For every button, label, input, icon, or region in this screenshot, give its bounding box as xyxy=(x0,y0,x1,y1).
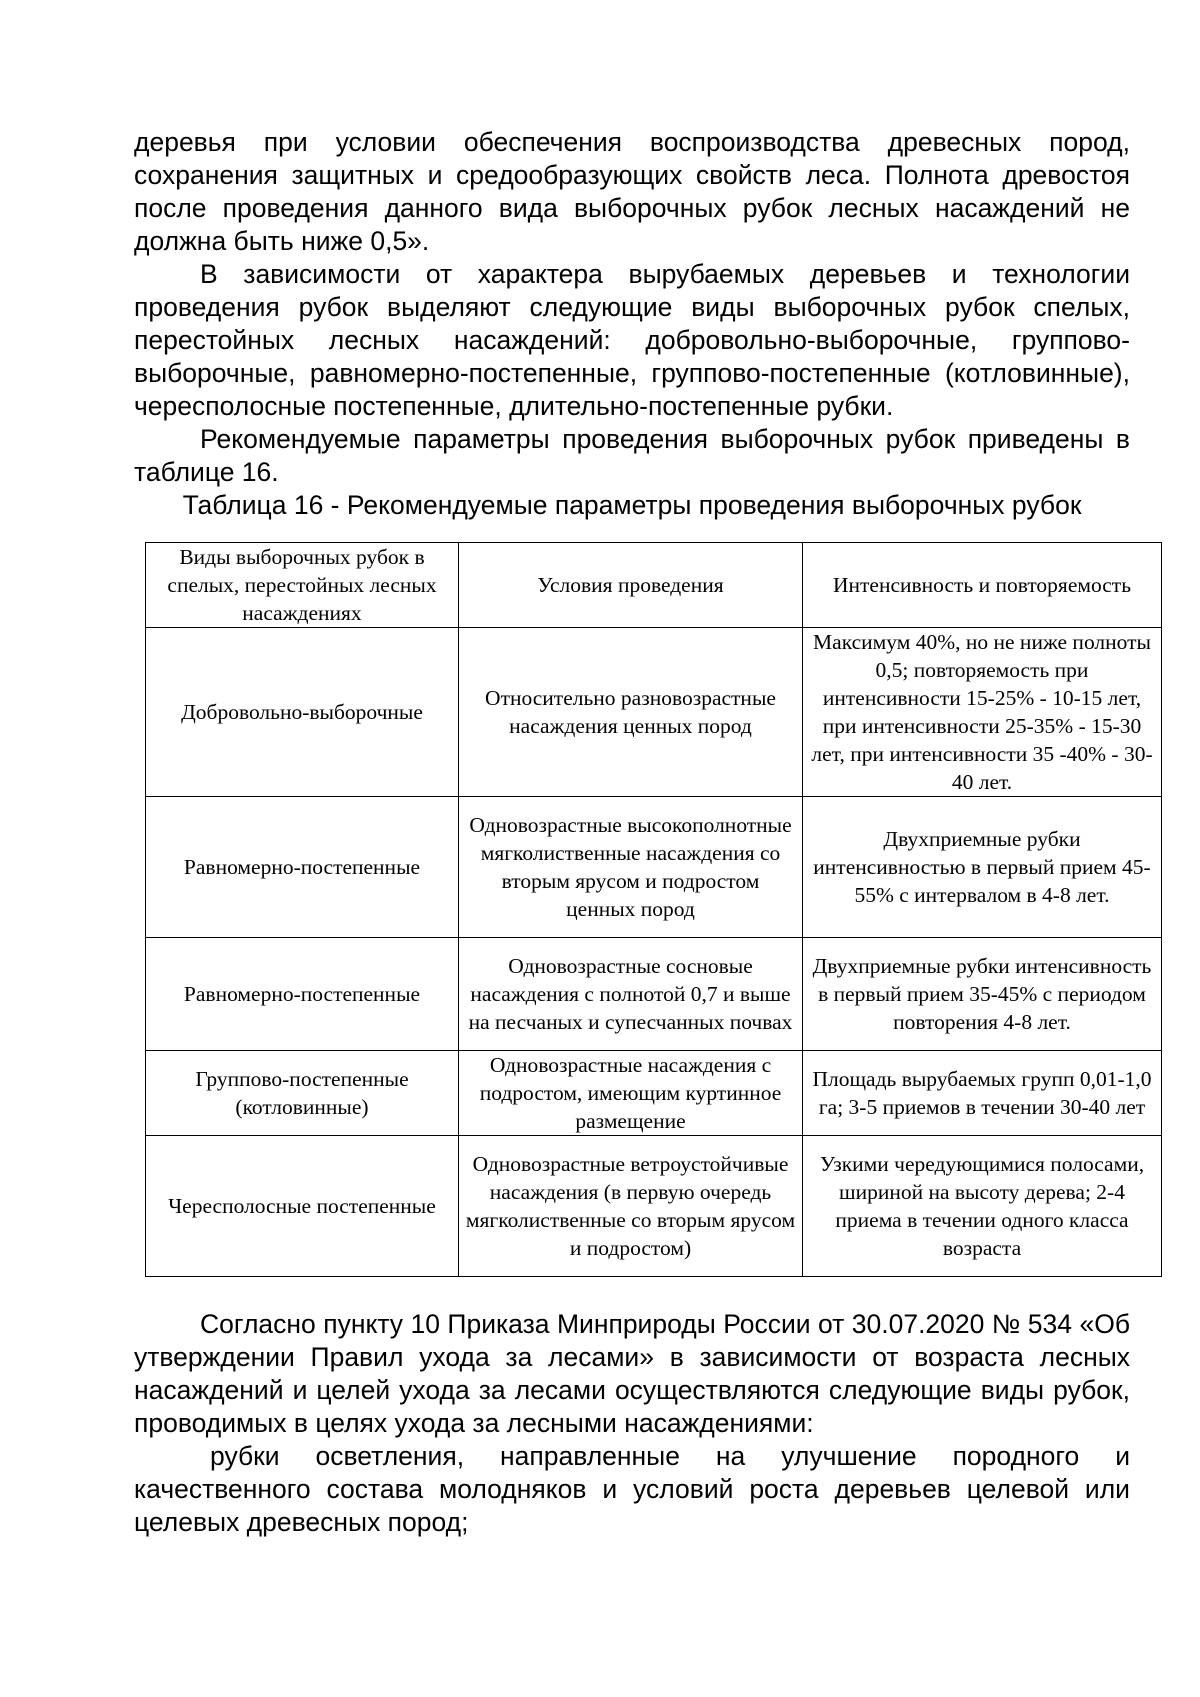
table-cell: Одновозрастные насаждения с подростом, имеющим куртинное размещение xyxy=(459,1051,803,1136)
header-cell-conditions: Условия проведения xyxy=(459,543,803,628)
table-cell: Одновозрастные ветроустойчивые насаждения (в первую очередь мягколиственные со вторым ярусом и подростом) xyxy=(459,1136,803,1277)
paragraph-clearing-cuts: рубки осветления, направленные на улучшение породного и качественного состава молодняков и условий роста деревьев целевой или целевых древесных пород; xyxy=(134,1441,1130,1537)
table-cell: Равномерно-постепенные xyxy=(146,938,459,1051)
top-text-section xyxy=(134,126,1130,489)
paragraph-table-reference: Рекомендуемые параметры проведения выборочных рубок приведены в таблице 16. xyxy=(134,424,1130,487)
table-cell: Добровольно-выборочные xyxy=(146,628,459,797)
table-cell: Двухприемные рубки интенсивностью в первый прием 45-55% с интервалом в 4-8 лет. xyxy=(803,797,1162,938)
table-cell: Одновозрастные высокополнотные мягколиственные насаждения со вторым ярусом и подростом ценных пород xyxy=(459,797,803,938)
table-cell: Группово-постепенные (котловинные) xyxy=(146,1051,459,1136)
table-cell: Чересполосные постепенные xyxy=(146,1136,459,1277)
table-cell: Равномерно-постепенные xyxy=(146,797,459,938)
paragraph-continuation: деревья при условии обеспечения воспроизводства древесных пород, сохранения защитных и средообразующих свойств леса. Полнота древостоя после проведения данного вида выборочных рубок лесных насаждений не должна быть ниже 0,5». xyxy=(134,127,1130,256)
table-row xyxy=(146,1051,1162,1136)
paragraph-order-reference: Согласно пункту 10 Приказа Минприроды России от 30.07.2020 № 534 «Об утверждении Правил ухода за лесами» в зависимости от возраста лесных насаждений и целей ухода за лесами осуществляются следующие виды рубок, проводимых в целях ухода за лесными насаждениями: xyxy=(134,1309,1130,1438)
table-row xyxy=(146,797,1162,938)
table-row xyxy=(146,1136,1162,1277)
table-cell: Площадь вырубаемых групп 0,01-1,0 га; 3-5 приемов в течении 30-40 лет xyxy=(803,1051,1162,1136)
header-cell-types: Виды выборочных рубок в спелых, перестойных лесных насаждениях xyxy=(146,543,459,628)
table-row xyxy=(146,938,1162,1051)
table-header-row xyxy=(146,543,1162,628)
cutting-parameters-table xyxy=(145,542,1162,1277)
table-cell: Узкими чередующимися полосами, шириной на высоту дерева; 2-4 приема в течении одного класса возраста xyxy=(803,1136,1162,1277)
table-cell: Одновозрастные сосновые насаждения с полнотой 0,7 и выше на песчаных и супесчанных почвах xyxy=(459,938,803,1051)
paragraph-types-of-cutting: В зависимости от характера вырубаемых деревьев и технологии проведения рубок выделяют следующие виды выборочных рубок спелых, перестойных лесных насаждений: добровольно-выборочные, группово-выборочные, равномерно-постепенные, группово-постепенные (котловинные), чересполосные постепенные, длительно-постепенные рубки. xyxy=(134,259,1130,421)
table-caption: Таблица 16 - Рекомендуемые параметры проведения выборочных рубок xyxy=(182,490,1082,520)
header-cell-intensity: Интенсивность и повторяемость xyxy=(803,543,1162,628)
table-cell: Двухприемные рубки интенсивность в первый прием 35-45% с периодом повторения 4-8 лет. xyxy=(803,938,1162,1051)
table-row xyxy=(146,628,1162,797)
table-cell: Относительно разновозрастные насаждения ценных пород xyxy=(459,628,803,797)
bottom-text-section xyxy=(134,1308,1130,1539)
table-cell: Максимум 40%, но не ниже полноты 0,5; повторяемость при интенсивности 15-25% - 10-15 лет, при интенсивности 25-35% - 15-30 лет, при интенсивности 35 -40% - 30-40 лет. xyxy=(803,628,1162,797)
